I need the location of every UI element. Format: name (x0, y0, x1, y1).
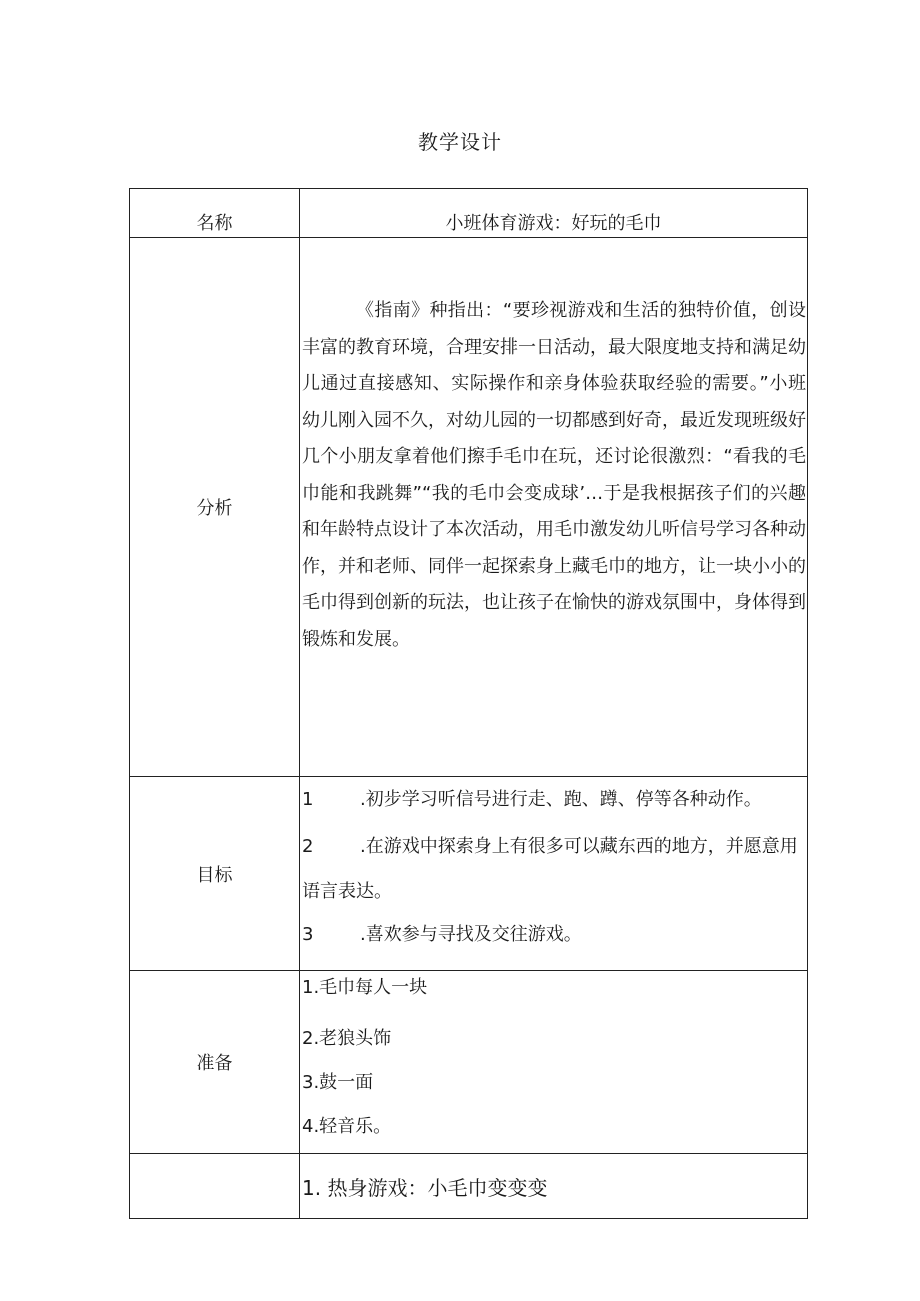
process-first-step: 1. 热身游戏：小毛巾变变变 (300, 1154, 808, 1219)
goal-item (302, 924, 807, 946)
goal-item (302, 824, 807, 914)
table-row-goals (130, 777, 808, 971)
process-label (130, 1154, 300, 1219)
goal-number: 3 (302, 924, 314, 945)
table-row-analysis (130, 238, 808, 777)
preparation-cell (300, 971, 808, 1154)
name-label: 名称 (130, 189, 300, 238)
goal-text: .喜欢参与寻找及交往游戏。 (360, 924, 582, 945)
name-value: 小班体育游戏：好玩的毛巾 (300, 189, 808, 238)
preparation-label: 准备 (130, 971, 300, 1154)
preparation-item: 4.轻音乐。 (302, 1116, 392, 1137)
preparation-item: 3.鼓一面 (302, 1072, 374, 1093)
preparation-item: 2.老狼头饰 (302, 1028, 392, 1049)
goal-text: .初步学习听信号进行走、跑、蹲、停等各种动作。 (360, 789, 762, 810)
goal-number: 1 (302, 789, 314, 810)
analysis-text: 《指南》种指出：“要珍视游戏和生活的独特价值，创设丰富的教育环境，合理安排一日活动，最大限度地支持和满足幼儿通过直接感知、实际操作和亲身体验获取经验的需要。”小班幼儿刚入园不久，对幼儿园的一切都感到好奇，最近发现班级好几个小朋友拿着他们擦手毛巾在玩，还讨论很激烈：“看我的毛巾能和我跳舞”“我的毛巾会变成球’…于是我根据孩子们的兴趣和年龄特点设计了本次活动，用毛巾激发幼儿听信号学习各种动作，并和老师、同伴一起探索身上藏毛巾的地方，让一块小小的毛巾得到创新的玩法，也让孩子在愉快的游戏氛围中，身体得到锻炼和发展。 (302, 300, 806, 650)
analysis-label: 分析 (130, 238, 300, 777)
analysis-cell (300, 238, 808, 777)
goal-item (302, 789, 807, 811)
document-title: 教学设计 (418, 130, 502, 154)
lesson-plan-table (129, 188, 808, 1219)
goals-label: 目标 (130, 777, 300, 971)
table-row-preparation (130, 971, 808, 1154)
preparation-item: 1.毛巾每人一块 (302, 977, 428, 998)
goals-cell (300, 777, 808, 971)
table-row-process (130, 1154, 808, 1219)
goal-number: 2 (302, 836, 314, 857)
goal-text: .在游戏中探索身上有很多可以藏东西的地方，并愿意用语言表达。 (302, 836, 798, 902)
table-row-name (130, 189, 808, 238)
